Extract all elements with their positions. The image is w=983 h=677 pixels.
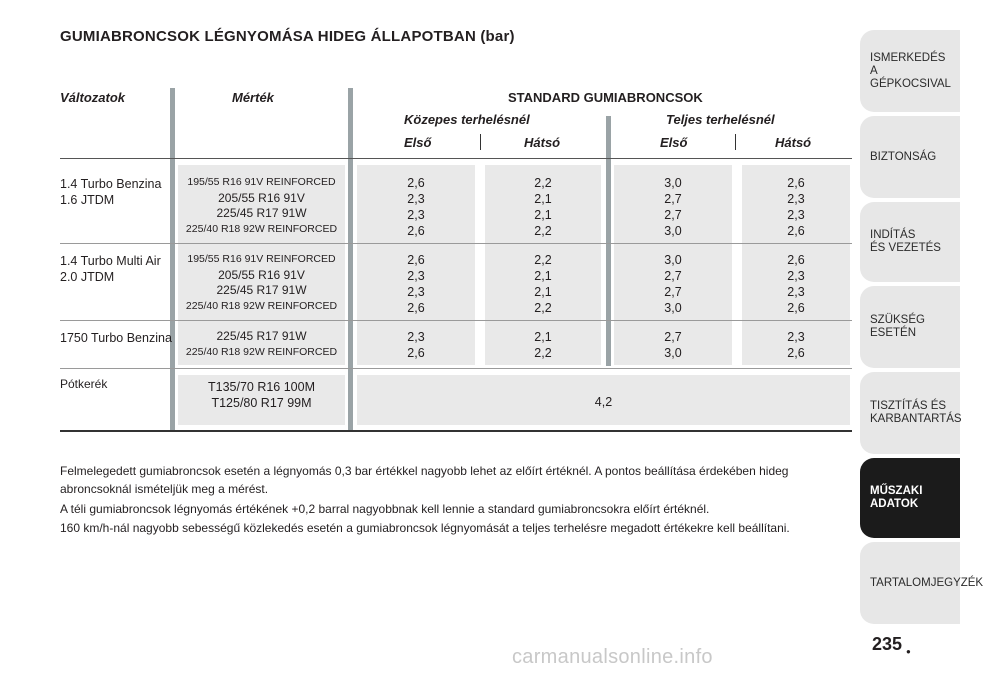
page-number-dot: ●	[906, 647, 911, 656]
value: 2,3	[787, 208, 805, 222]
value: 2,2	[534, 301, 552, 315]
tick-medium	[480, 134, 481, 150]
header-medium-load: Közepes terhelésnél	[404, 112, 530, 127]
row3-variant: 1750 Turbo Benzina	[60, 331, 172, 345]
row1-sizes	[178, 175, 345, 237]
value: 2,6	[787, 346, 805, 360]
tab-ismerkedes[interactable]	[860, 30, 960, 112]
row3-medium-front	[357, 329, 475, 361]
value: 2,3	[787, 269, 805, 283]
header-full-front: Első	[660, 135, 688, 150]
row1-full-front	[614, 175, 732, 239]
value: 2,6	[407, 224, 425, 238]
row2-size-2: 205/55 R16 91V	[218, 267, 305, 282]
value: 2,3	[407, 269, 425, 283]
value: 3,0	[664, 224, 682, 238]
row-rule-3	[60, 368, 852, 369]
value: 2,3	[787, 330, 805, 344]
table-bottom-rule	[60, 430, 852, 432]
row2-size-1: 195/55 R16 91V REINFORCED	[187, 253, 336, 265]
value: 2,1	[534, 208, 552, 222]
page-number: 235	[872, 634, 903, 654]
tab-label: SZÜKSÉG ESETÉN	[870, 314, 925, 339]
value: 2,3	[407, 330, 425, 344]
tab-label: TISZTÍTÁS ÉS KARBANTARTÁS	[870, 400, 962, 425]
value: 3,0	[664, 176, 682, 190]
row3-medium-rear	[485, 329, 601, 361]
value: 2,7	[664, 285, 682, 299]
note-3: 160 km/h-nál nagyobb sebességű közlekedés esetén a gumiabroncsok légnyomását a teljes terhelésre megadott értékekre kell beállítani.	[60, 521, 790, 535]
value: 2,6	[407, 176, 425, 190]
value: 2,3	[407, 285, 425, 299]
row3-sizes	[178, 329, 345, 360]
value: 2,1	[534, 192, 552, 206]
header-standard: STANDARD GUMIABRONCSOK	[508, 90, 703, 105]
spare-variant: Pótkerék	[60, 377, 108, 391]
value: 2,6	[407, 253, 425, 267]
row2-size-3: 225/45 R17 91W	[216, 283, 307, 297]
tab-tisztitas[interactable]	[860, 372, 960, 454]
tab-tartalomjegyzek[interactable]	[860, 542, 983, 624]
tab-biztonsag[interactable]	[860, 116, 960, 198]
value: 2,3	[787, 192, 805, 206]
value: 2,6	[787, 253, 805, 267]
value: 3,0	[664, 301, 682, 315]
value: 2,2	[534, 224, 552, 238]
row3-size-2: 225/40 R18 92W REINFORCED	[185, 345, 338, 358]
value: 2,6	[787, 224, 805, 238]
header-medium-rear: Hátsó	[524, 135, 561, 150]
header-rule	[60, 158, 852, 159]
value: 2,7	[664, 269, 682, 283]
spare-sizes	[178, 379, 345, 411]
value: 3,0	[664, 253, 682, 267]
value: 2,1	[534, 330, 552, 344]
tab-muszaki-adatok[interactable]	[860, 458, 960, 538]
header-full-rear: Hátsó	[775, 135, 812, 150]
value: 2,6	[407, 346, 425, 360]
header-medium-front: Első	[404, 135, 432, 150]
value: 2,3	[787, 285, 805, 299]
value: 2,2	[534, 176, 552, 190]
tab-label: TARTALOMJEGYZÉK	[870, 576, 983, 589]
spare-size-1: T135/70 R16 100M	[207, 380, 315, 394]
value: 2,1	[534, 269, 552, 283]
value: 2,7	[664, 330, 682, 344]
row1-medium-front	[357, 175, 475, 239]
row2-medium-front	[357, 252, 475, 316]
row1-size-1: 195/55 R16 91V REINFORCED	[187, 176, 336, 188]
value: 2,7	[664, 208, 682, 222]
row3-full-rear	[742, 329, 850, 361]
value: 3,0	[664, 346, 682, 360]
tab-label: MŰSZAKI ADATOK	[870, 485, 923, 510]
row-rule-1	[60, 243, 852, 244]
spare-value: 4,2	[594, 395, 613, 409]
separator-variant-size	[170, 88, 175, 431]
tab-inditas[interactable]	[860, 202, 960, 282]
value: 2,6	[787, 176, 805, 190]
row3-full-front	[614, 329, 732, 361]
row1-medium-rear	[485, 175, 601, 239]
row2-sizes	[178, 252, 345, 314]
value: 2,6	[787, 301, 805, 315]
row3-size-1: 225/45 R17 91W	[216, 329, 307, 343]
page-title: GUMIABRONCSOK LÉGNYOMÁSA HIDEG ÁLLAPOTBAN (bar)	[60, 28, 515, 45]
tab-label: ISMERKEDÉS A GÉPKOCSIVAL	[870, 51, 951, 90]
separator-size-values	[348, 88, 353, 431]
row1-variant: 1.4 Turbo Benzina 1.6 JTDM	[60, 177, 162, 207]
header-full-load: Teljes terhelésnél	[666, 112, 775, 127]
header-variants: Változatok	[60, 90, 126, 105]
row2-medium-rear	[485, 252, 601, 316]
row1-size-2: 205/55 R16 91V	[218, 190, 305, 205]
row2-full-rear	[742, 252, 850, 316]
value: 2,7	[664, 192, 682, 206]
tab-szukseg[interactable]	[860, 286, 960, 368]
row2-variant: 1.4 Turbo Multi Air 2.0 JTDM	[60, 254, 161, 284]
tab-label: INDÍTÁS ÉS VEZETÉS	[870, 229, 941, 254]
value: 2,1	[534, 285, 552, 299]
note-1: Felmelegedett gumiabroncsok esetén a légnyomás 0,3 bar értékkel nagyobb lehet az előírt értéknél. A pontos beállítása érdekében hideg abroncsoknál ismételjük meg a mérést.	[60, 464, 789, 496]
value: 2,3	[407, 208, 425, 222]
watermark: carmanualsonline.info	[512, 646, 713, 668]
separator-medium-full	[606, 116, 611, 366]
tab-label: BIZTONSÁG	[870, 150, 937, 163]
row1-size-4: 225/40 R18 92W REINFORCED	[185, 222, 338, 235]
row-rule-2	[60, 320, 852, 321]
header-size: Mérték	[232, 90, 274, 105]
row1-full-rear	[742, 175, 850, 239]
value: 2,3	[407, 192, 425, 206]
spare-size-2: T125/80 R17 99M	[211, 396, 312, 410]
row1-size-3: 225/45 R17 91W	[216, 206, 307, 220]
tick-full	[735, 134, 736, 150]
note-2: A téli gumiabroncsok légnyomás értékének +0,2 barral nagyobbnak kell lennie a standard gumiabroncsokra előírt értéknél.	[60, 502, 710, 516]
value: 2,2	[534, 253, 552, 267]
value: 2,6	[407, 301, 425, 315]
row2-full-front	[614, 252, 732, 316]
row2-size-4: 225/40 R18 92W REINFORCED	[185, 299, 338, 312]
value: 2,2	[534, 346, 552, 360]
